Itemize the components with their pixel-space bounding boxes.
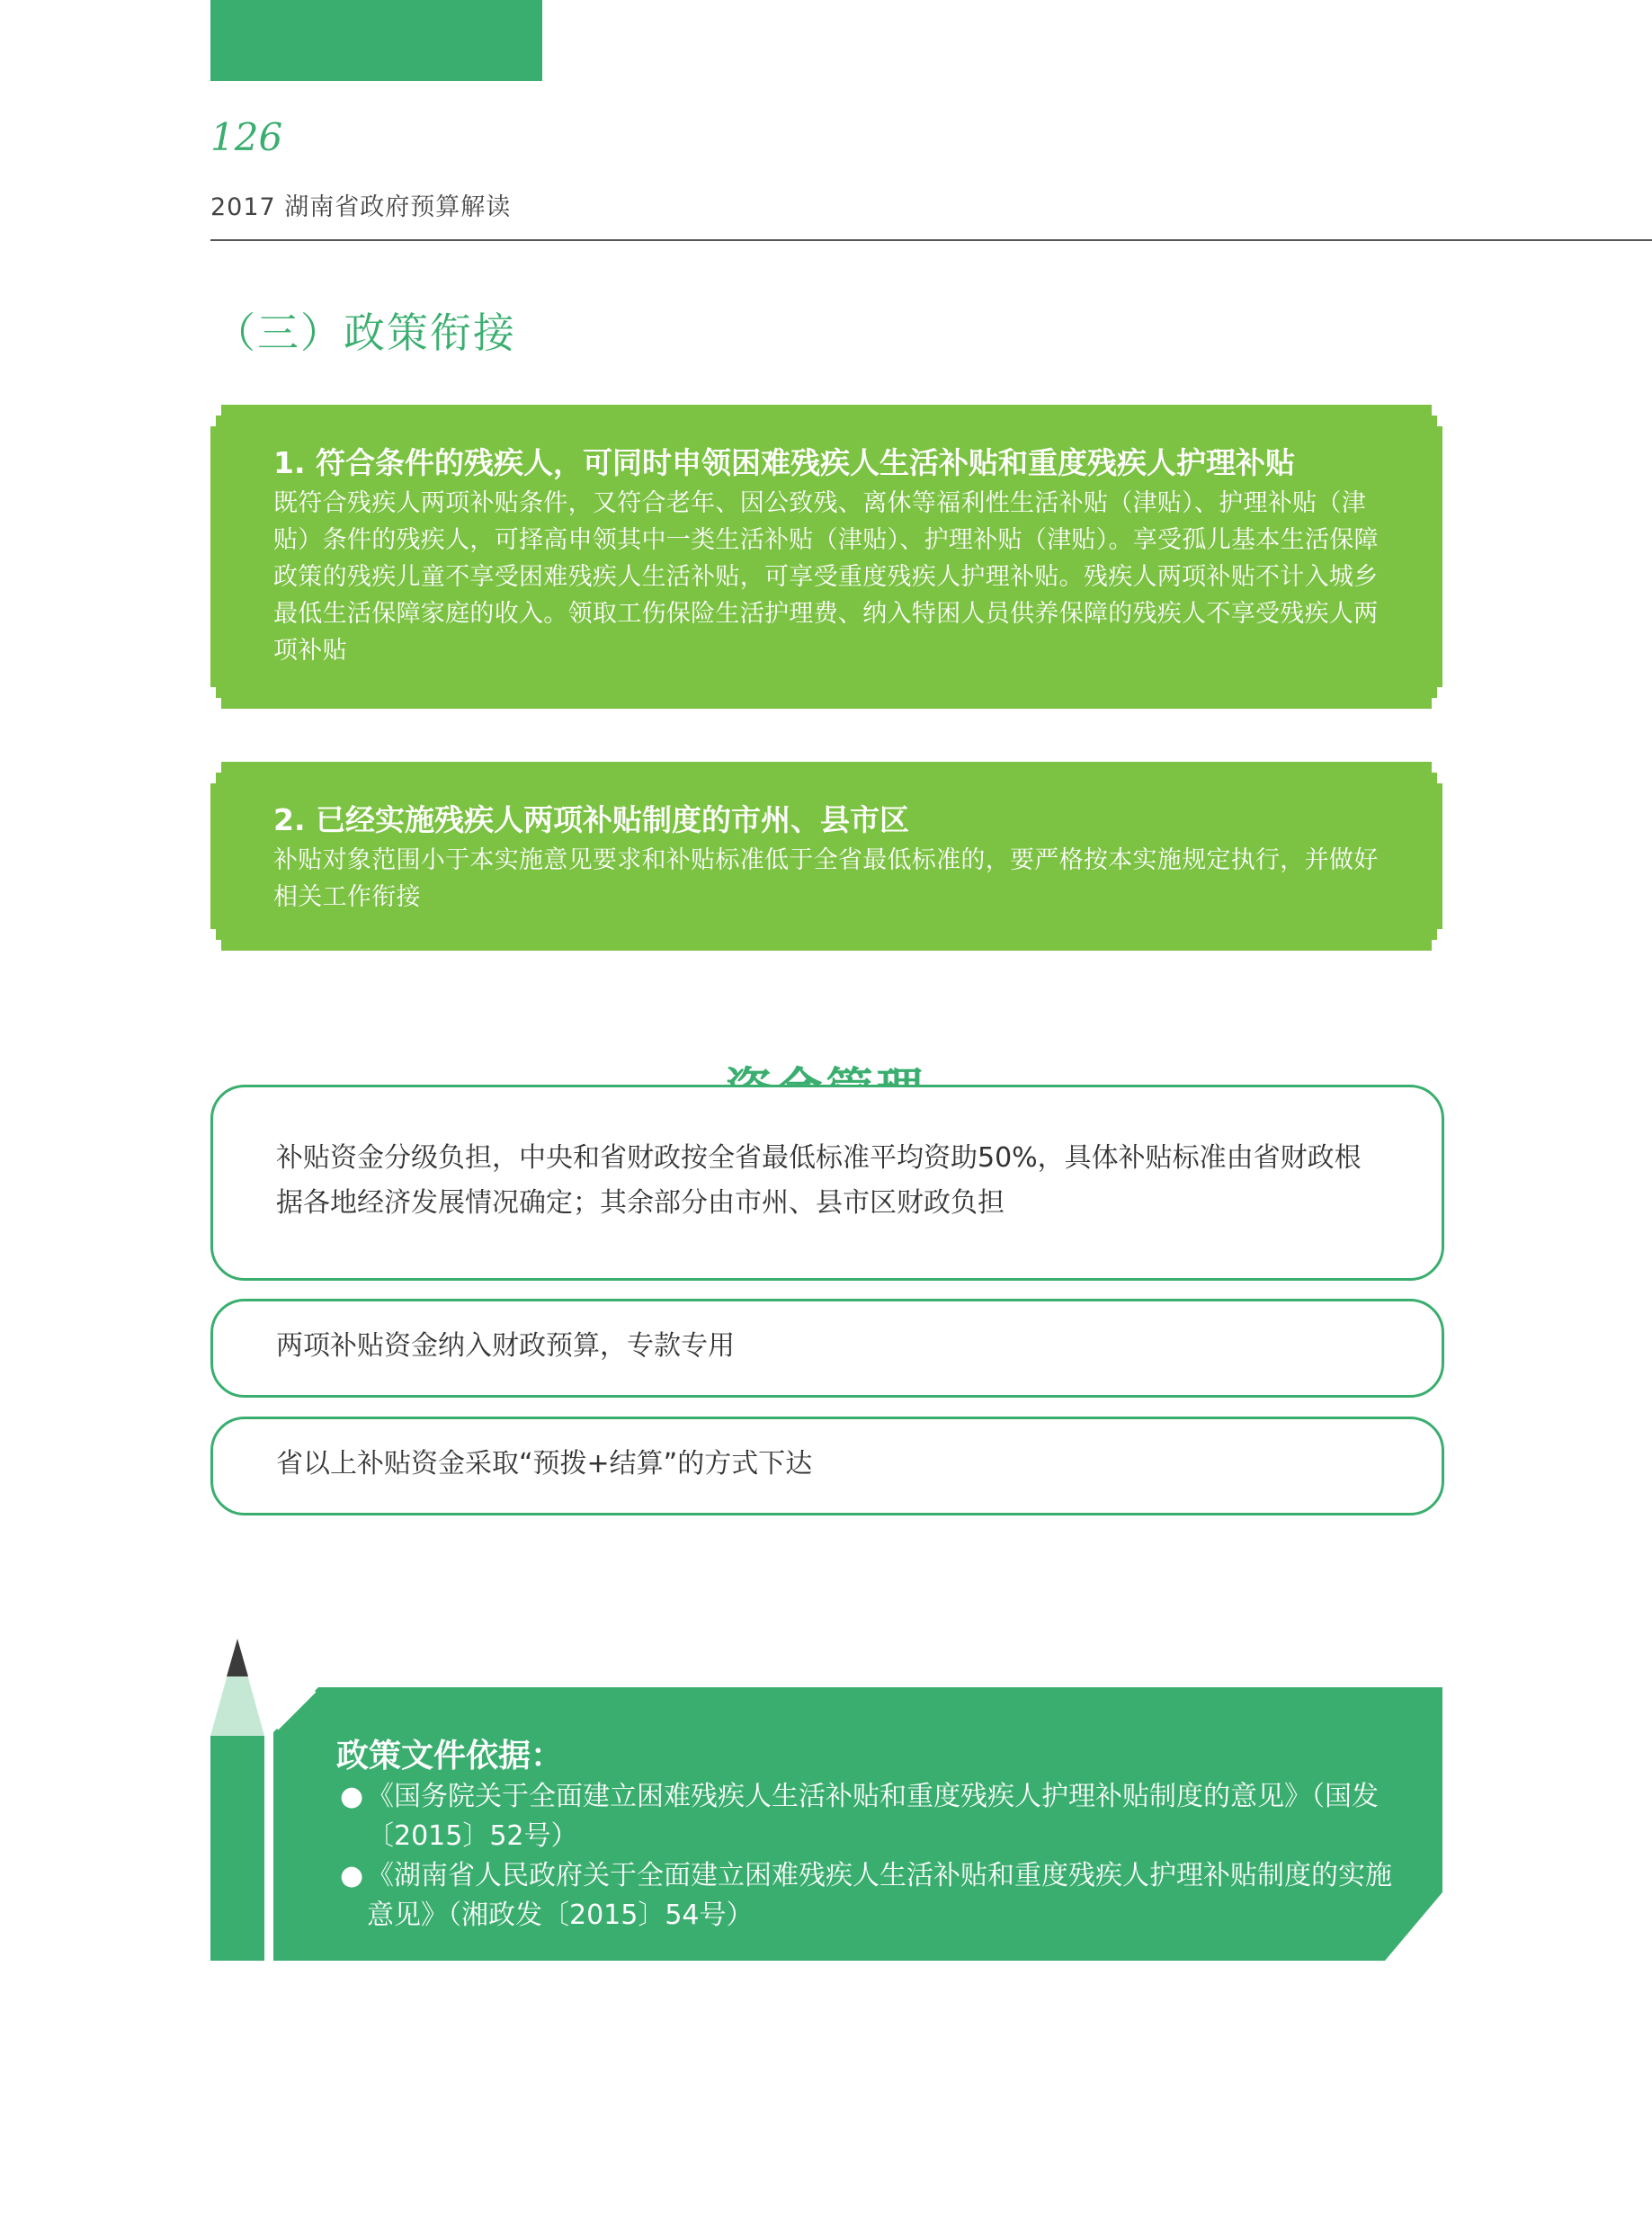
fund-item-text: 省以上补贴资金采取“预拨+结算”的方式下达	[276, 1448, 813, 1480]
section-heading: （三）政策衔接	[214, 308, 516, 357]
panel-title: 2. 已经实施残疾人两项补贴制度的市州、县市区	[273, 802, 909, 837]
bullet-icon: ●	[340, 1860, 364, 1891]
bullet-icon: ●	[340, 1781, 364, 1812]
fund-item-text: 补贴资金分级负担，中央和省财政按全省最低标准平均资助50%，具体补贴标准由省财政根据各地经济发展情况确定；其余部分由市州、县市区财政负担	[276, 1142, 1362, 1219]
panel-title: 1. 符合条件的残疾人，可同时申领困难残疾人生活补贴和重度残疾人护理补贴	[273, 445, 1295, 480]
policy-basis-title: 政策文件依据：	[336, 1738, 564, 1775]
document-title: 2017 湖南省政府预算解读	[210, 193, 512, 221]
page-number: 126	[210, 115, 283, 159]
panel-body: 补贴对象范围小于本实施意见要求和补贴标准低于全省最低标准的，要严格按本实施规定执行，并做好相关工作衔接	[273, 846, 1379, 911]
policy-basis-list	[340, 1777, 1401, 1935]
list-item-text: 《国务院关于全面建立困难残疾人生活补贴和重度残疾人护理补贴制度的意见》（国发〔2015〕52号）	[367, 1781, 1379, 1852]
panel-body: 既符合残疾人两项补贴条件，又符合老年、因公致残、离休等福利性生活补贴（津贴）、护理补贴（津贴）条件的残疾人，可择高申领其中一类生活补贴（津贴）、护理补贴（津贴）。享受孤儿基本生活保障政策的残疾儿童不享受困难残疾人生活补贴，可享受重度残疾人护理补贴。残疾人两项补贴不计入城乡最低生活保障家庭的收入。领取工伤保险生活护理费、纳入特困人员供养保障的残疾人不享受残疾人两项补贴	[273, 489, 1379, 665]
list-item	[340, 1856, 1401, 1935]
policy-basis-panel	[273, 1687, 1442, 1961]
fund-item-3	[210, 1417, 1444, 1515]
fund-item-2	[210, 1299, 1444, 1398]
fund-item-text: 两项补贴资金纳入财政预算，专款专用	[276, 1330, 735, 1362]
list-item-text: 《湖南省人民政府关于全面建立困难残疾人生活补贴和重度残疾人护理补贴制度的实施意见》（湘政发〔2015〕54号）	[367, 1860, 1392, 1931]
policy-panel-1	[210, 405, 1442, 709]
list-item	[340, 1777, 1401, 1856]
policy-panel-2	[210, 762, 1442, 951]
header-color-block	[210, 0, 542, 81]
header-divider	[210, 239, 1652, 241]
pencil-tip-icon	[227, 1639, 248, 1676]
pencil-body-icon	[210, 1736, 264, 1961]
fund-item-1	[210, 1085, 1444, 1281]
